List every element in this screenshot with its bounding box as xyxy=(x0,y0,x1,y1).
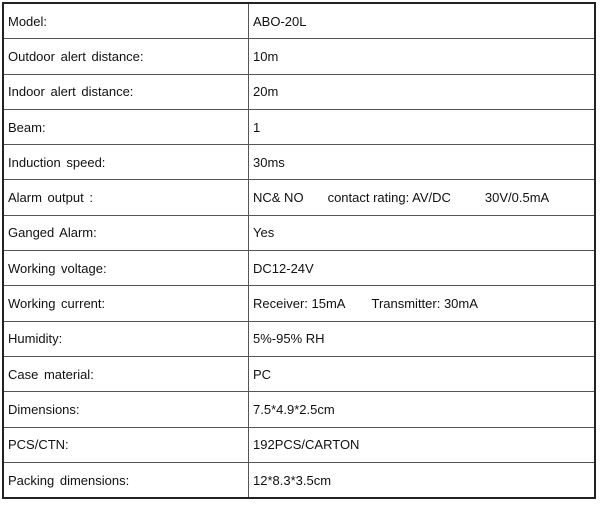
rating-value: 30V/0.5mA xyxy=(484,190,550,206)
spec-value: 7.5*4.9*2.5cm xyxy=(249,392,596,427)
spec-label: Humidity: xyxy=(3,321,249,356)
spec-label: Indoor alert distance: xyxy=(3,74,249,109)
spec-value: 192PCS/CARTON xyxy=(249,427,596,462)
table-row xyxy=(3,251,595,286)
spec-value: PC xyxy=(249,356,596,391)
table-row xyxy=(3,356,595,391)
spec-value: 1 xyxy=(249,109,596,144)
table-row xyxy=(3,286,595,321)
spec-value: 30ms xyxy=(249,145,596,180)
spec-value: Yes xyxy=(249,215,596,250)
table-row xyxy=(3,215,595,250)
spec-label: Outdoor alert distance: xyxy=(3,39,249,74)
specification-table xyxy=(2,2,596,499)
spec-value xyxy=(249,180,596,215)
spec-value: 5%-95% RH xyxy=(249,321,596,356)
spec-label: PCS/CTN: xyxy=(3,427,249,462)
table-row xyxy=(3,145,595,180)
spec-label: Packing dimensions: xyxy=(3,462,249,498)
alarm-output-type: NC& NO xyxy=(253,190,304,206)
transmitter-current: Transmitter: 30mA xyxy=(371,296,478,312)
table-row xyxy=(3,39,595,74)
contact-rating: contact rating: AV/DC xyxy=(327,190,451,206)
table-row xyxy=(3,74,595,109)
spec-label: Dimensions: xyxy=(3,392,249,427)
spec-label: Working current: xyxy=(3,286,249,321)
spec-value: 12*8.3*3.5cm xyxy=(249,462,596,498)
spec-label: Induction speed: xyxy=(3,145,249,180)
spec-label: Alarm output : xyxy=(3,180,249,215)
spec-value xyxy=(249,286,596,321)
table-row xyxy=(3,321,595,356)
spec-label: Model: xyxy=(3,3,249,39)
spec-label: Ganged Alarm: xyxy=(3,215,249,250)
spec-value: 20m xyxy=(249,74,596,109)
table-row xyxy=(3,427,595,462)
spec-value: DC12-24V xyxy=(249,251,596,286)
receiver-current: Receiver: 15mA xyxy=(253,296,346,312)
spec-label: Beam: xyxy=(3,109,249,144)
table-row xyxy=(3,462,595,498)
table-row xyxy=(3,180,595,215)
spec-label: Case material: xyxy=(3,356,249,391)
spec-value: ABO-20L xyxy=(249,3,596,39)
spec-label: Working voltage: xyxy=(3,251,249,286)
table-row xyxy=(3,109,595,144)
table-row xyxy=(3,3,595,39)
spec-value: 10m xyxy=(249,39,596,74)
table-row xyxy=(3,392,595,427)
